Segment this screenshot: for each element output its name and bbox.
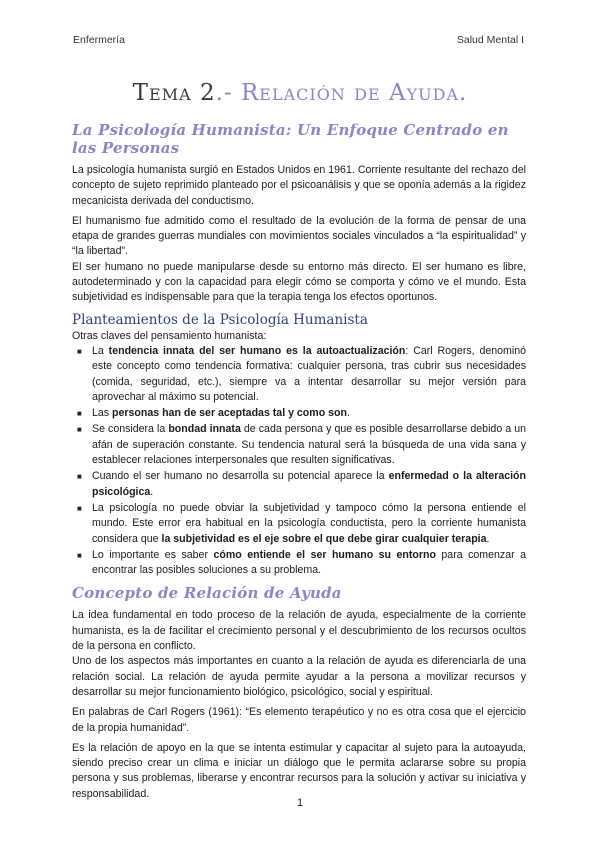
- paragraph: En palabras de Carl Rogers (1961): “Es elemento terapéutico y no es otra cosa que el ejercicio de la propia humanidad”.: [72, 706, 526, 734]
- title-separator: .-: [215, 80, 241, 106]
- list-item: ■ Lo importante es saber cómo entiende el ser humano su entorno para comenzar a encontrar las posibles soluciones a su problema.: [77, 548, 526, 577]
- bullet-list: [72, 344, 526, 578]
- list-item: ■ Se considera la bondad innata de cada persona y que es posible desarrollarse debido a un afán de superación constante. Su tendencia natural será la búsqueda de una vida sana y establecer relaciones interpersonales que resulten significativas.: [77, 423, 527, 467]
- square-bullet-icon: ■: [77, 550, 82, 560]
- title-main: Tema 2: [132, 80, 216, 106]
- paragraph: El ser humano no puede manipularse desde su entorno más directo. El ser humano es libre, autodeterminado y con la capacidad para elegir cómo se comporta y cómo ve el mundo. Esta subjetividad es indispensable para que la terapia tenga los efectos oportunos.: [72, 260, 526, 304]
- section-heading-relacion-ayuda: Concepto de Relación de Ayuda: [72, 584, 342, 603]
- list-item: ■ La psicología no puede obviar la subjetividad y tampoco cómo la persona entiende el mundo. Este error era habitual en la psicología conductista, pero la corriente humanista considera que la subjetividad es el eje sobre el que debe girar cualquier terapia.: [77, 501, 526, 545]
- square-bullet-icon: ■: [77, 425, 82, 435]
- page-title: [0, 80, 600, 106]
- square-bullet-icon: ■: [77, 346, 82, 356]
- list-item: ■ Las personas han de ser aceptadas tal y como son.: [72, 406, 526, 421]
- document-body: [72, 121, 526, 807]
- header-course: Enfermería: [73, 34, 125, 46]
- paragraph: La psicología humanista surgió en Estados Unidos en 1961. Corriente resultante del rechazo del concepto de sujeto reprimido planteado por el psicoanálisis y que se oponía además a la rigidez mecanicista derivada del conductismo.: [72, 164, 526, 207]
- section-heading-psicologia-humanista: La Psicología Humanista: Un Enfoque Centrado en las Personas: [72, 121, 509, 157]
- title-subtitle: Relación de Ayuda.: [240, 80, 468, 106]
- paragraph: La idea fundamental en todo proceso de la relación de ayuda, especialmente de la corriente humanista, es la de facilitar el crecimiento personal y el descubrimiento de los recursos ocultos de la persona en conflicto.: [72, 609, 526, 653]
- paragraph: Es la relación de apoyo en la que se intenta estimular y capacitar al sujeto para la autoayuda, siendo preciso crear un clima e iniciar un diálogo que le permita aclararse sobre su propia persona y sus problemas, liberarse y encontrar recursos para la solución y activar su iniciativa y responsabilidad.: [72, 741, 526, 800]
- list-item: ■ Cuando el ser humano no desarrolla su potencial aparece la enfermedad o la alteración psicológica.: [77, 470, 526, 498]
- paragraph: Uno de los aspectos más importantes en cuanto a la relación de ayuda es diferenciarla de una relación social. La relación de ayuda permite ayudar a la persona a movilizar recursos y desarrollar su mejor funcionamiento biológico, psicológico, social y espiritual.: [72, 655, 526, 698]
- square-bullet-icon: ■: [77, 409, 82, 419]
- list-intro: Otras claves del pensamiento humanista:: [72, 329, 267, 342]
- page-number: 1: [296, 797, 304, 809]
- subheading-planteamientos: Planteamientos de la Psicología Humanista: [72, 311, 368, 328]
- list-item: ■ La tendencia innata del ser humano es la autoactualización: Carl Rogers, denominó este concepto como tendencia formativa: cualquier persona, tras cubrir sus necesidades (comida, seguridad, etc.), siempre va a intentar desarrollar su mejor versión para aprovechar al máximo su potencial.: [77, 344, 526, 403]
- header-subject: Salud Mental I: [456, 34, 524, 46]
- paragraph: El humanismo fue admitido como el resultado de la evolución de la forma de pensar de una etapa de grandes guerras mundiales con movimientos sociales vinculados a “la espiritualidad” y “la libertad”.: [72, 214, 526, 258]
- square-bullet-icon: ■: [77, 472, 82, 482]
- square-bullet-icon: ■: [77, 503, 82, 513]
